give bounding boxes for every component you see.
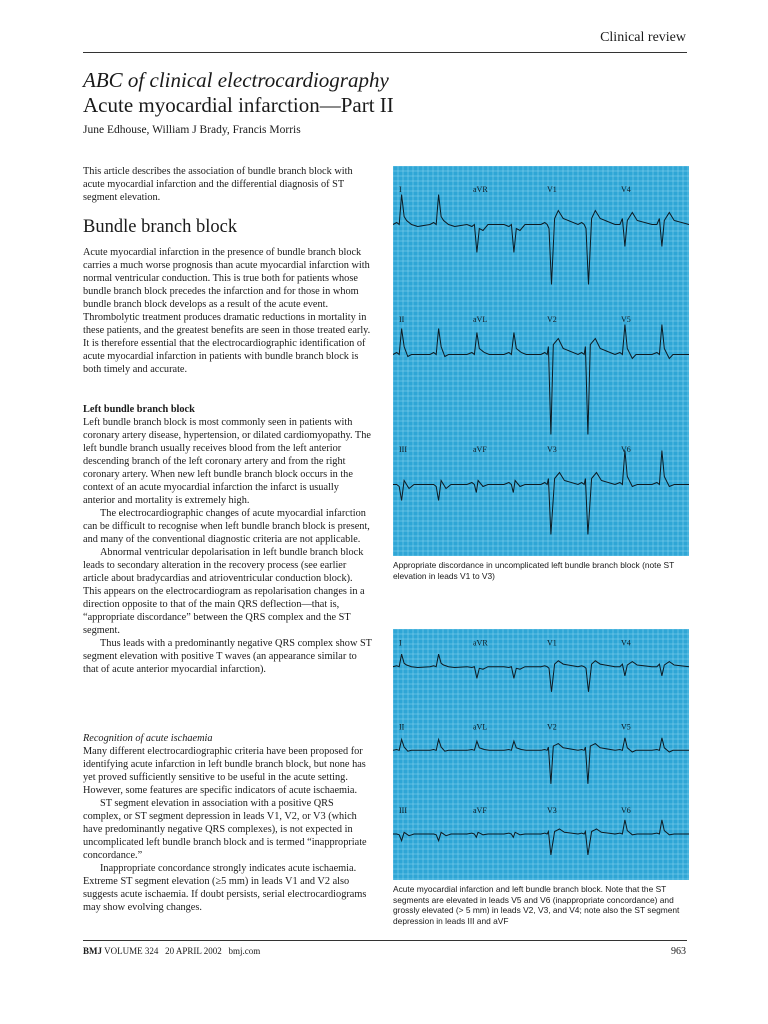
footer-rule bbox=[83, 940, 687, 941]
ecg-lead-label: aVL bbox=[473, 315, 488, 324]
ecg-figure-2 bbox=[393, 629, 689, 880]
ecg-trace bbox=[393, 195, 467, 227]
author-list: June Edhouse, William J Brady, Francis Morris bbox=[83, 124, 301, 136]
ecg-trace bbox=[393, 832, 467, 840]
intro-paragraph bbox=[83, 165, 373, 204]
ecg-lead-label: II bbox=[399, 315, 405, 324]
ecg-lead-label: I bbox=[399, 638, 402, 648]
ecg-lead-label: aVL bbox=[473, 722, 488, 732]
ecg-lead-label: III bbox=[399, 445, 407, 454]
page-number: 963 bbox=[671, 946, 686, 957]
ischaemia-section bbox=[83, 732, 373, 914]
intro-text: This article describes the association of bundle branch block with acute myocardial infarction and the differential diagnosis of ST segment elevation. bbox=[83, 166, 353, 203]
journal-issue: VOLUME 324 20 APRIL 2002 bmj.com bbox=[104, 946, 261, 956]
ecg-lead-label: V5 bbox=[621, 722, 631, 732]
ecg-lead-label: V1 bbox=[547, 185, 557, 194]
ecg-lead-label: V6 bbox=[621, 445, 631, 454]
article-title: Acute myocardial infarction—Part II bbox=[83, 93, 394, 117]
ecg-figure-1 bbox=[393, 166, 689, 556]
ecg-lead-label: II bbox=[399, 722, 405, 732]
ecg-lead-label: aVR bbox=[473, 638, 488, 648]
ecg-grid bbox=[393, 629, 689, 880]
ecg-lead-label: aVR bbox=[473, 185, 488, 194]
ecg-lead-label: V4 bbox=[621, 638, 631, 648]
ischaemia-heading: Recognition of acute ischaemia bbox=[83, 733, 213, 744]
bundle-branch-block-heading: Bundle branch block bbox=[83, 217, 238, 237]
ecg-lead-label: V2 bbox=[547, 315, 557, 324]
ecg-lead-label: V5 bbox=[621, 315, 631, 324]
ecg-lead-label: V3 bbox=[547, 806, 557, 816]
footer-citation bbox=[83, 946, 260, 956]
lbbb-paragraph-3: Abnormal ventricular depolarisation in left bundle branch block leads to secondary alteration in the recovery process (see earlier article about bradycardias and atrioventricular conduction block). This appears on the electrocardiogram as repolarisation changes in a direction opposite to that of the main QRS deflection—that is, “appropriate discordance” between the QRS complex and the ST segment. bbox=[83, 547, 365, 636]
ecg-lead-label: V3 bbox=[547, 445, 557, 454]
ecg-trace bbox=[393, 329, 467, 357]
ecg-lead-label: aVF bbox=[473, 445, 487, 454]
ecg-lead-label: aVF bbox=[473, 806, 487, 816]
lbbb-section bbox=[83, 403, 373, 676]
ischaemia-paragraph-1: Many different electrocardiographic criteria have been proposed for identifying acute infarction in left bundle branch block, but none has yet proved sufficiently sensitive to be useful in the acute setting. However, some features are specific indicators of acute ischaemia. bbox=[83, 746, 366, 796]
bbb-body bbox=[83, 246, 373, 376]
ischaemia-paragraph-2: ST segment elevation in association with a positive QRS complex, or ST segment depression in leads V1, V2, or V3 (which have predominantly negative QRS complexes), is not expected in uncomplicated left bundle branch block and is termed “inappropriate concordance.” bbox=[83, 798, 367, 861]
ischaemia-paragraph-3: Inappropriate concordance strongly indicates acute ischaemia. Extreme ST segment elevation (≥5 mm) in leads V1 and V2 also suggests acute ischaemia. If doubt persists, serial electrocardiograms may show evolving changes. bbox=[83, 863, 367, 913]
lbbb-heading: Left bundle branch block bbox=[83, 404, 195, 415]
lbbb-paragraph-2: The electrocardiographic changes of acute myocardial infarction can be difficult to recognise when left bundle branch block is present, and many of the conventional diagnostic criteria are not applicable. bbox=[83, 508, 370, 545]
header-rule bbox=[83, 52, 687, 53]
journal-name: BMJ bbox=[83, 946, 102, 956]
series-title: ABC of clinical electrocardiography bbox=[83, 68, 389, 92]
lbbb-paragraph-4: Thus leads with a predominantly negative QRS complex show ST segment elevation with positive T waves (an appearance similar to that of acute anterior myocardial infarction). bbox=[83, 638, 372, 675]
ecg-lead-label: V1 bbox=[547, 638, 557, 648]
ecg-lead-label: V6 bbox=[621, 806, 631, 816]
lbbb-paragraph-1: Left bundle branch block is most commonly seen in patients with coronary artery disease, hypertension, or dilated cardiomyopathy. The left bundle branch usually receives blood from the left anterior descending branch of the left coronary artery and from the right coronary artery. When new left bundle branch block occurs in the context of an acute myocardial infarction the infarct is usually anterior and mortality is extremely high. bbox=[83, 417, 371, 506]
ecg-lead-label: III bbox=[399, 806, 407, 816]
ecg-lead-label: V4 bbox=[621, 185, 631, 194]
ecg-trace bbox=[393, 739, 467, 751]
ecg-grid bbox=[393, 166, 689, 556]
ecg-trace bbox=[393, 654, 467, 667]
figure-2-caption: Acute myocardial infarction and left bundle branch block. Note that the ST segments are elevated in leads V5 and V6 (inappropriate concordance) and grossly elevated (> 5 mm) in leads V2, V3, and V4; note also the ST segment depression in leads III and aVF bbox=[393, 884, 680, 926]
bbb-paragraph: Acute myocardial infarction in the presence of bundle branch block carries a much worse prognosis than acute myocardial infarction with normal ventricular conduction. This is true both for patients whose bundle branch block precedes the infarction and for those in whom bundle branch block develops as a result of the acute event. Thrombolytic treatment produces dramatic reductions in mortality in these patients, and the greatest benefits are seen in those treated early. It is therefore essential that the electrocardiographic identification of acute myocardial infarction in patients with bundle branch block is both timely and accurate. bbox=[83, 247, 371, 375]
ecg-trace bbox=[393, 481, 467, 501]
ecg-lead-label: I bbox=[399, 185, 402, 194]
figure-1-caption: Appropriate discordance in uncomplicated left bundle branch block (note ST elevation in leads V1 to V3) bbox=[393, 560, 675, 581]
ecg-lead-label: V2 bbox=[547, 722, 557, 732]
section-label: Clinical review bbox=[600, 30, 686, 45]
